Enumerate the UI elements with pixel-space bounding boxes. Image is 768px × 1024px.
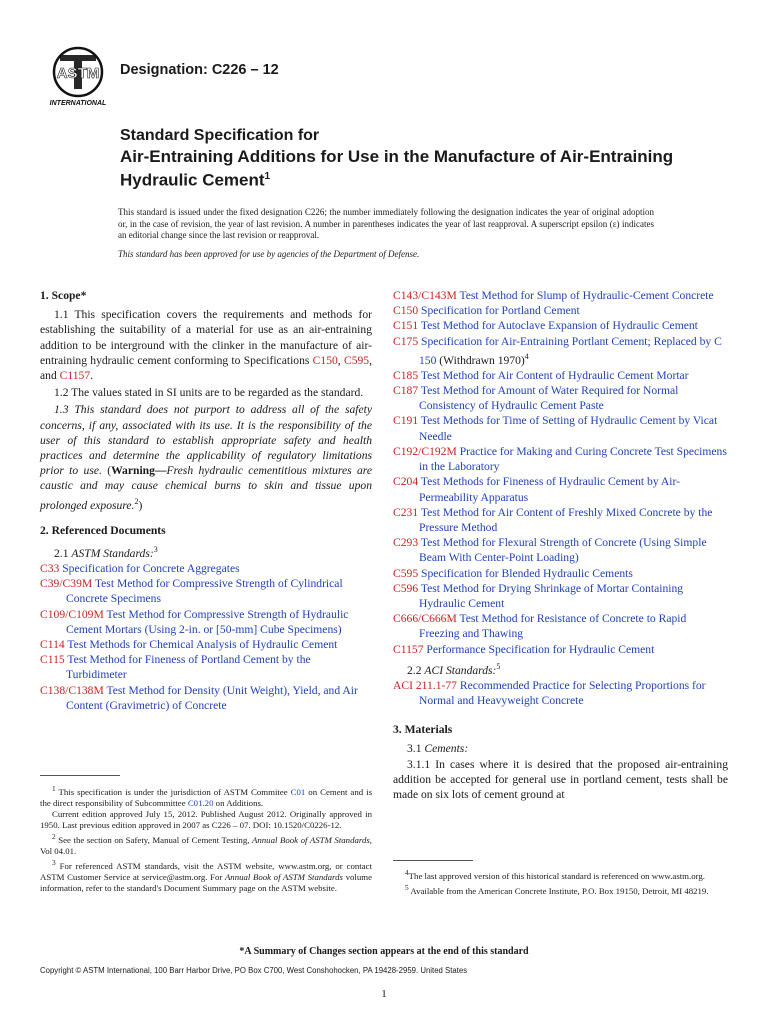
astm-standards-label: 2.1 ASTM Standards:$^3$ xyxy=(54,544,158,560)
reference-code-link[interactable]: C39/C39M xyxy=(40,577,93,591)
aci-reference-list xyxy=(393,678,728,708)
logo-subtext: INTERNATIONAL xyxy=(49,100,107,107)
scope-heading: 1. Scope* xyxy=(40,289,87,302)
reference-code-link[interactable]: C138/C138M xyxy=(40,683,104,697)
title-prefix: Standard Specification for xyxy=(120,127,320,144)
reference-title-link[interactable]: Test Method for Autoclave Expansion of Hydraulic Cement xyxy=(420,319,698,333)
reference-code-link[interactable]: C192/C192M xyxy=(393,444,457,458)
reference-item xyxy=(393,413,728,443)
reference-item xyxy=(393,383,728,413)
reference-code-link[interactable]: C114 xyxy=(40,637,65,651)
ref-link-c595[interactable]: C595 xyxy=(343,353,370,367)
reference-title-link[interactable]: Specification for Portland Cement xyxy=(421,304,580,318)
reference-title-link[interactable]: Recommended Practice for Selecting Proportions for Normal and Heavyweight Concrete xyxy=(419,678,706,707)
reference-code-link[interactable]: C185 xyxy=(393,368,419,382)
reference-item xyxy=(40,652,372,682)
astm-logo xyxy=(46,45,110,107)
reference-item xyxy=(393,611,728,641)
left-reference-list xyxy=(40,561,372,713)
reference-code-link[interactable]: C175 xyxy=(393,334,419,348)
footnote-rule-right xyxy=(393,860,473,861)
reference-item xyxy=(393,535,728,565)
link-c0120[interactable]: C01.20 xyxy=(187,797,214,808)
reference-title-link[interactable]: Specification for Concrete Aggregates xyxy=(62,561,240,575)
scope-paragraph-2: 1.2 The values stated in SI units are to be regarded as the standard. xyxy=(54,386,364,400)
reference-title-link[interactable]: Test Method for Fineness of Portland Cement by the Turbidimeter xyxy=(66,653,311,682)
reference-item xyxy=(40,561,372,576)
reference-title-link[interactable]: Test Method for Flexural Strength of Concrete (Using Simple Beam With Center-Point Loading) xyxy=(419,536,707,565)
link-c01[interactable]: C01 xyxy=(290,786,306,797)
reference-item xyxy=(393,505,728,535)
reference-code-link[interactable]: C33 xyxy=(40,561,60,575)
footnotes-right xyxy=(393,867,728,897)
left-column xyxy=(40,288,372,713)
reference-footnote-mark: 4 xyxy=(524,351,529,361)
reference-item xyxy=(393,444,728,474)
reference-item xyxy=(393,334,728,368)
reference-code-link[interactable]: C595 xyxy=(393,566,419,580)
reference-code-link[interactable]: C1157 xyxy=(393,642,424,656)
right-column xyxy=(393,288,728,802)
reference-item xyxy=(40,576,372,606)
page-number: 1 xyxy=(381,988,387,1000)
reference-code-link[interactable]: C191 xyxy=(393,414,419,428)
ref-link-c150[interactable]: C150 xyxy=(312,353,338,367)
reference-title-link[interactable]: Test Method for Resistance of Concrete to Rapid Freezing and Thawing xyxy=(419,612,687,641)
reference-title-link[interactable]: Specification for Blended Hydraulic Cements xyxy=(421,566,633,580)
reference-title-link[interactable]: Test Method for Drying Shrinkage of Mortar Containing Hydraulic Cement xyxy=(419,581,684,610)
reference-item xyxy=(393,318,728,333)
reference-code-link[interactable]: C293 xyxy=(393,536,419,550)
reference-item xyxy=(393,288,728,303)
reference-code-link[interactable]: C151 xyxy=(393,319,419,333)
copyright: Copyright © ASTM International, 100 Barr Harbor Drive, PO Box C700, West Conshohocken, PA 19428-2959. United States xyxy=(40,966,468,975)
reference-title-link[interactable]: Test Method for Compressive Strength of Hydraulic Cement Mortars (Using 2-in. or [50-mm] Cube Specimens) xyxy=(66,607,349,636)
refdocs-heading: 2. Referenced Documents xyxy=(40,523,166,537)
reference-title-link[interactable]: Test Method for Air Content of Hydraulic Cement Mortar xyxy=(420,368,689,382)
reference-title-link[interactable]: Specification for Air-Entraining Portlant Cement; Replaced by C 150 xyxy=(419,334,722,367)
reference-code-link[interactable]: C187 xyxy=(393,384,419,398)
reference-item xyxy=(393,474,728,504)
reference-item xyxy=(393,581,728,611)
summary-note: *A Summary of Changes section appears at the end of this standard xyxy=(239,946,529,957)
reference-item xyxy=(40,637,372,652)
right-reference-list xyxy=(393,288,728,657)
reference-title-link[interactable]: Test Method for Compressive Strength of Cylindrical Concrete Specimens xyxy=(66,577,343,606)
reference-code-link[interactable]: C115 xyxy=(40,653,65,667)
title-text: Air-Entraining Additions for Use in the Manufacture of Air-Entraining Hydraulic Cement xyxy=(120,147,674,190)
footnote-3: $^3$ For referenced ASTM standards, visit the ASTM website, www.astm.org, or contact ASTM Customer Service at service@astm.org. For Annual Book of ASTM Standards volume information, refer to the standard's Document Summary page on the ASTM website. xyxy=(40,857,372,893)
materials-heading: 3. Materials xyxy=(393,723,453,737)
page-title xyxy=(120,147,680,191)
cements-label: 3.1 Cements: xyxy=(407,742,469,756)
reference-title-link[interactable]: Performance Specification for Hydraulic Cement xyxy=(426,642,655,656)
materials-paragraph-3-1-1: 3.1.1 In cases where it is desired that the proposed air-entraining addition be accepted for general use in portland cement, tests shall be made on six lots of cement ground at xyxy=(393,757,728,802)
reference-withdrawn-note: (Withdrawn 1970) xyxy=(436,353,525,367)
footnote-2: $^2$ See the section on Safety, Manual of Cement Testing, Annual Book of ASTM Standards, Vol 04.01. xyxy=(40,831,372,856)
reference-item xyxy=(393,678,728,708)
approval-note: This standard has been approved for use by agencies of the Department of Defense. xyxy=(118,249,420,259)
reference-title-link[interactable]: Test Method for Density (Unit Weight), Yield, and Air Content (Gravimetric) of Concrete xyxy=(66,683,358,712)
footnote-5: $^5$ Available from the American Concrete Institute, P.O. Box 19150, Detroit, MI 48219. xyxy=(405,882,709,896)
reference-title-link[interactable]: Test Methods for Chemical Analysis of Hydraulic Cement xyxy=(67,637,338,651)
reference-item xyxy=(40,683,372,713)
title-footnote-mark: 1 xyxy=(264,171,271,182)
reference-item xyxy=(40,607,372,637)
footnotes-left xyxy=(40,783,372,894)
footnote-1: $^1$ This specification is under the jurisdiction of ASTM Commitee C01 on Cement and is the direct responsibility of Subcommittee C01.20 on Additions. xyxy=(40,784,372,808)
scope-paragraph-3: 1.3 This standard does not purport to address all of the safety concerns, if any, associated with its use. It is the responsibility of the user of this standard to establish appropriate safety and health practices and determine the applicability of regulatory limitations prior to use. (Warning—Fresh hydraulic cementitious mixtures are caustic and may cause chemical burns to skin and tissue upon prolonged exposure.$^2$) xyxy=(40,403,373,512)
ref-link-c1157[interactable]: C1157 xyxy=(59,369,91,383)
reference-code-link[interactable]: ACI 211.1-77 xyxy=(393,678,457,692)
reference-item xyxy=(393,303,728,318)
reference-code-link[interactable]: C150 xyxy=(393,304,419,318)
reference-item xyxy=(393,642,728,657)
reference-title-link[interactable]: Test Method for Slump of Hydraulic-Cement Concrete xyxy=(459,289,714,302)
reference-title-link[interactable]: Practice for Making and Curing Concrete Test Specimens in the Laboratory xyxy=(419,444,727,474)
reference-item xyxy=(393,368,728,383)
reference-title-link[interactable]: Test Methods for Time of Setting of Hydraulic Cement by Vicat Needle xyxy=(419,414,718,443)
reference-title-link[interactable]: Test Method for Air Content of Freshly Mixed Concrete by the Pressure Method xyxy=(419,505,713,534)
scope-paragraph-1: 1.1 This specification covers the requirements and methods for establishing the suitability of a material for use as an air-entraining addition to be interground with the clinker in the manufacture of air-entraining hydraulic cement conforming to Specifications C150, C595, and C1157. xyxy=(40,308,372,383)
reference-code-link[interactable]: C143/C143M xyxy=(393,289,457,302)
reference-code-link[interactable]: C666/C666M xyxy=(393,612,457,626)
logo-letters: ASTM xyxy=(56,65,100,82)
reference-title-link[interactable]: Test Methods for Fineness of Hydraulic Cement by Air-Permeability Apparatus xyxy=(419,475,680,504)
footnote-1b: Current edition approved July 15, 2012. Published August 2012. Originally approved in 1950. Last previous edition approved in 2007 as C226 – 07. DOI: 10.1520/C0226-12. xyxy=(40,808,372,830)
reference-title-link[interactable]: Test Method for Amount of Water Required for Normal Consistency of Hydraulic Cement Paste xyxy=(419,384,679,413)
aci-standards-label: 2.2 ACI Standards:$^5$ xyxy=(407,661,501,677)
reference-code-link[interactable]: C109/C109M xyxy=(40,607,104,621)
reference-code-link[interactable]: C596 xyxy=(393,581,419,595)
footnote-4: $^4$The last approved version of this historical standard is referenced on www.astm.org. xyxy=(405,868,705,881)
footnote-rule-left xyxy=(40,775,120,776)
reference-item xyxy=(393,566,728,581)
designation: Designation: C226 – 12 xyxy=(120,62,279,78)
reference-code-link[interactable]: C231 xyxy=(393,505,419,519)
intro-paragraph: This standard is issued under the fixed designation C226; the number immediately following the designation indicates the year of original adoption or, in the case of revision, the year of last revision. A number in parentheses indicates the year of last reapproval. A superscript epsilon (ε) indicates an editorial change since the last revision or reapproval. xyxy=(118,207,654,240)
reference-code-link[interactable]: C204 xyxy=(393,475,419,489)
